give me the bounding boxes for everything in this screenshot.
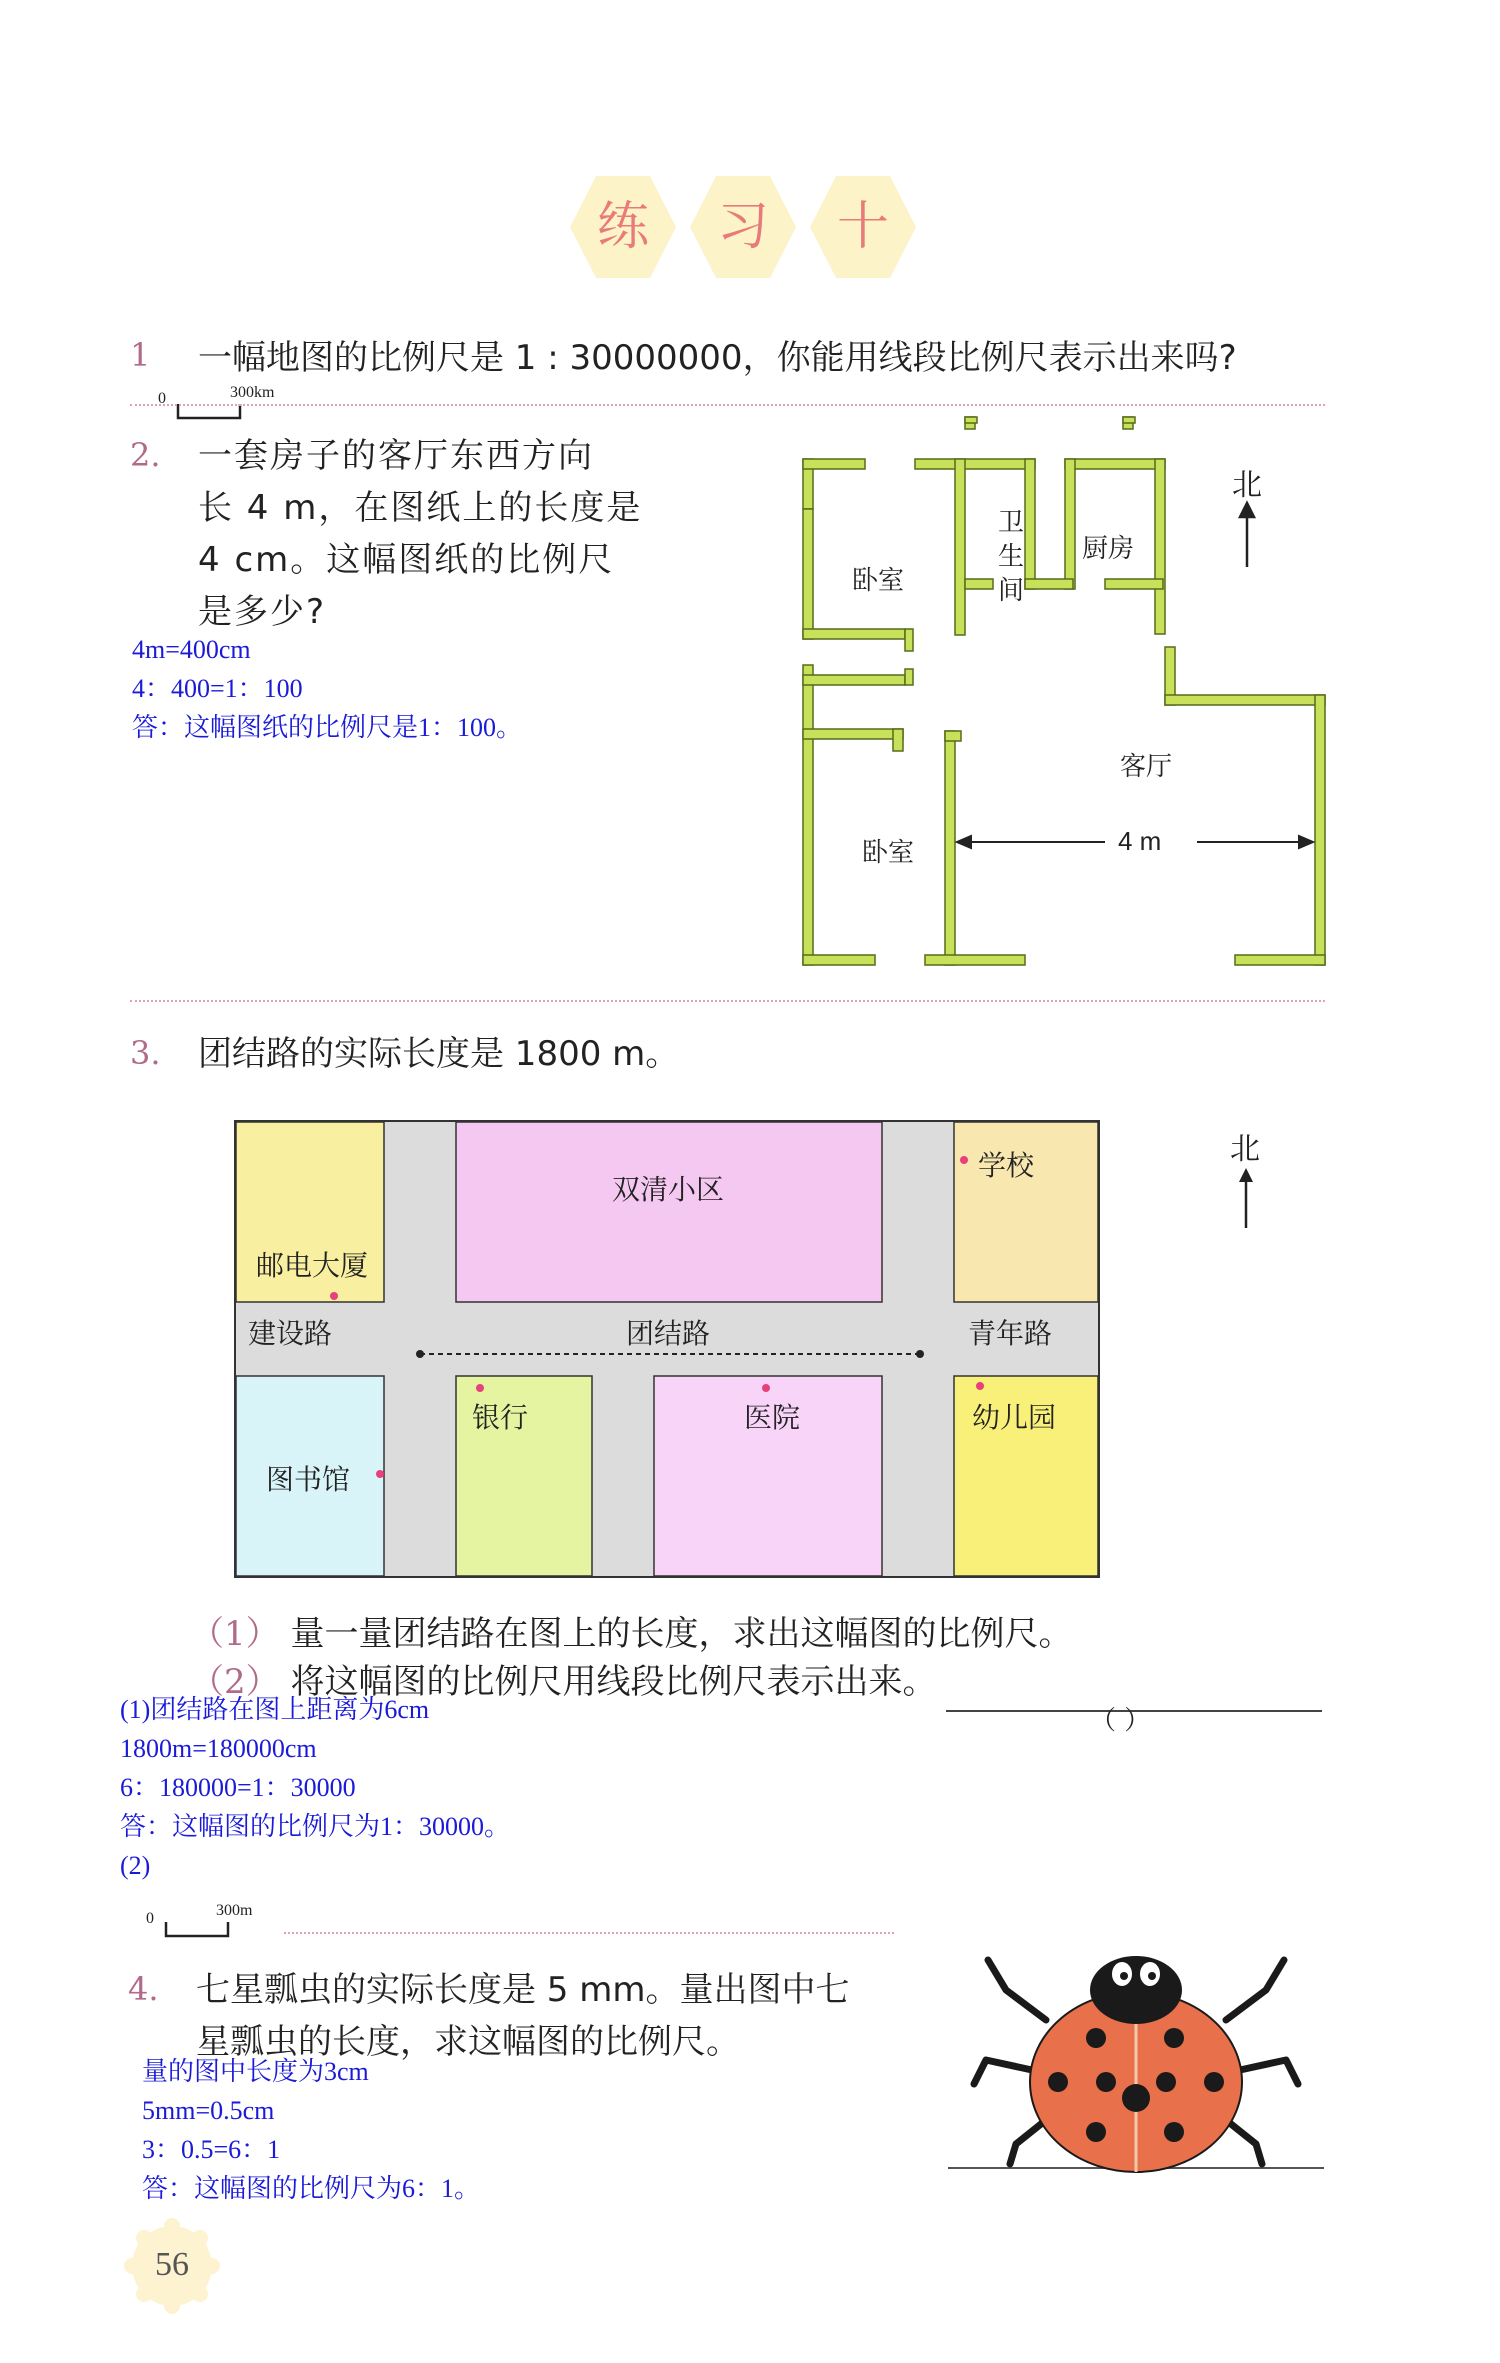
q3-divider [284, 1932, 894, 1934]
q4-answer-2: 5mm=0.5cm [142, 2096, 275, 2125]
q2-divider [130, 1000, 1325, 1002]
q3-sub1-text: 量一量团结路在图上的长度，求出这幅图的比例尺。 [290, 1614, 1073, 1654]
q3-number: 3. [130, 1034, 161, 1072]
plan-bedroom-bottom: 卧室 [862, 838, 915, 868]
q1-scale-unit: 300km [230, 384, 275, 401]
q3-sub1 [190, 1606, 1072, 1655]
q4-line-2: 星瓢虫的长度，求这幅图的比例尺。 [196, 2022, 740, 2062]
q2-number: 2. [130, 436, 161, 474]
q4-number: 4. [128, 1970, 159, 2008]
q3-sub2-number: （2） [190, 1662, 280, 1702]
title-hex-3 [808, 172, 918, 282]
q4-answer-4: 答：这幅图的比例尺为6：1。 [142, 2174, 481, 2203]
title-char-1: 练 [596, 197, 649, 257]
q1-scale-zero: 0 [158, 390, 166, 407]
map-label-road-east: 青年路 [968, 1317, 1053, 1350]
title-hex-1 [568, 172, 678, 282]
q3-blank-mark: （ ） [1090, 1706, 1151, 1736]
q1-number: 1 [130, 336, 151, 374]
q1-text: 一幅地图的比例尺是 1 : 30000000，你能用线段比例尺表示出来吗? [198, 338, 1237, 378]
plan-dimension-label: 4 m [1118, 826, 1162, 856]
q4-answer-1: 量的图中长度为3cm [142, 2057, 369, 2086]
q1-divider [130, 404, 1325, 406]
map-label-road-west: 建设路 [248, 1317, 333, 1350]
title-char-3: 十 [836, 197, 889, 257]
q3-answer-1: (1)团结路在图上距离为6cm [120, 1695, 430, 1724]
q3-answer-4: 答：这幅图的比例尺为1：30000。 [120, 1812, 511, 1841]
q2-answer-2: 4：400=1：100 [132, 674, 303, 703]
q3-sub2-text: 将这幅图的比例尺用线段比例尺表示出来。 [290, 1662, 937, 1702]
plan-bath-char-1: 卫 [998, 508, 1025, 538]
plan-bath-char-2: 生 [998, 542, 1025, 572]
q2-line-4: 是多少? [198, 592, 327, 632]
q3-scale-zero: 0 [146, 1910, 154, 1927]
q3-answer-3: 6：180000=1：30000 [120, 1773, 356, 1802]
q2-answer-1: 4m=400cm [132, 635, 251, 664]
plan-north-label: 北 [1232, 468, 1262, 503]
map-label-school: 学校 [978, 1149, 1035, 1182]
q2-answer-3: 答：这幅图纸的比例尺是1：100。 [132, 713, 523, 742]
q3-answer-5: (2) [120, 1851, 151, 1880]
map-label-kindergarten: 幼儿园 [972, 1401, 1057, 1434]
q3-text: 团结路的实际长度是 1800 m。 [198, 1034, 680, 1074]
map-label-bank: 银行 [472, 1401, 529, 1434]
map-label-road-middle: 团结路 [626, 1317, 711, 1350]
map-label-post: 邮电大厦 [256, 1249, 369, 1282]
q4-line-1: 七星瓢虫的实际长度是 5 mm。量出图中七 [196, 1970, 850, 2010]
q4-answer-3: 3：0.5=6：1 [142, 2135, 281, 2164]
q2-line-3: 4 cm。这幅图纸的比例尺 [198, 540, 615, 580]
plan-living-room: 客厅 [1120, 752, 1173, 782]
plan-kitchen: 厨房 [1082, 534, 1135, 564]
plan-bath-char-3: 间 [998, 576, 1025, 606]
ladybug-illustration [946, 1920, 1326, 2180]
q3-scale-bar [158, 1918, 238, 1942]
map-north-arrow [1236, 1166, 1256, 1232]
map-block-shuangqing [456, 1122, 882, 1302]
map-label-shuangqing: 双清小区 [612, 1173, 725, 1206]
title-char-2: 习 [716, 197, 769, 257]
title-hex-2 [688, 172, 798, 282]
plan-bedroom-top: 卧室 [852, 566, 905, 596]
q2-line-2: 长 4 m，在图纸上的长度是 [198, 488, 643, 528]
q3-scale-unit: 300m [216, 1902, 253, 1919]
page-number: 56 [155, 2246, 189, 2283]
q3-answer-2: 1800m=180000cm [120, 1734, 317, 1763]
map-north-label: 北 [1230, 1132, 1260, 1167]
map-label-hospital: 医院 [744, 1401, 801, 1434]
q3-sub1-number: （1） [190, 1614, 280, 1654]
q2-line-1: 一套房子的客厅东西方向 [198, 436, 594, 476]
map-label-library: 图书馆 [266, 1463, 351, 1496]
